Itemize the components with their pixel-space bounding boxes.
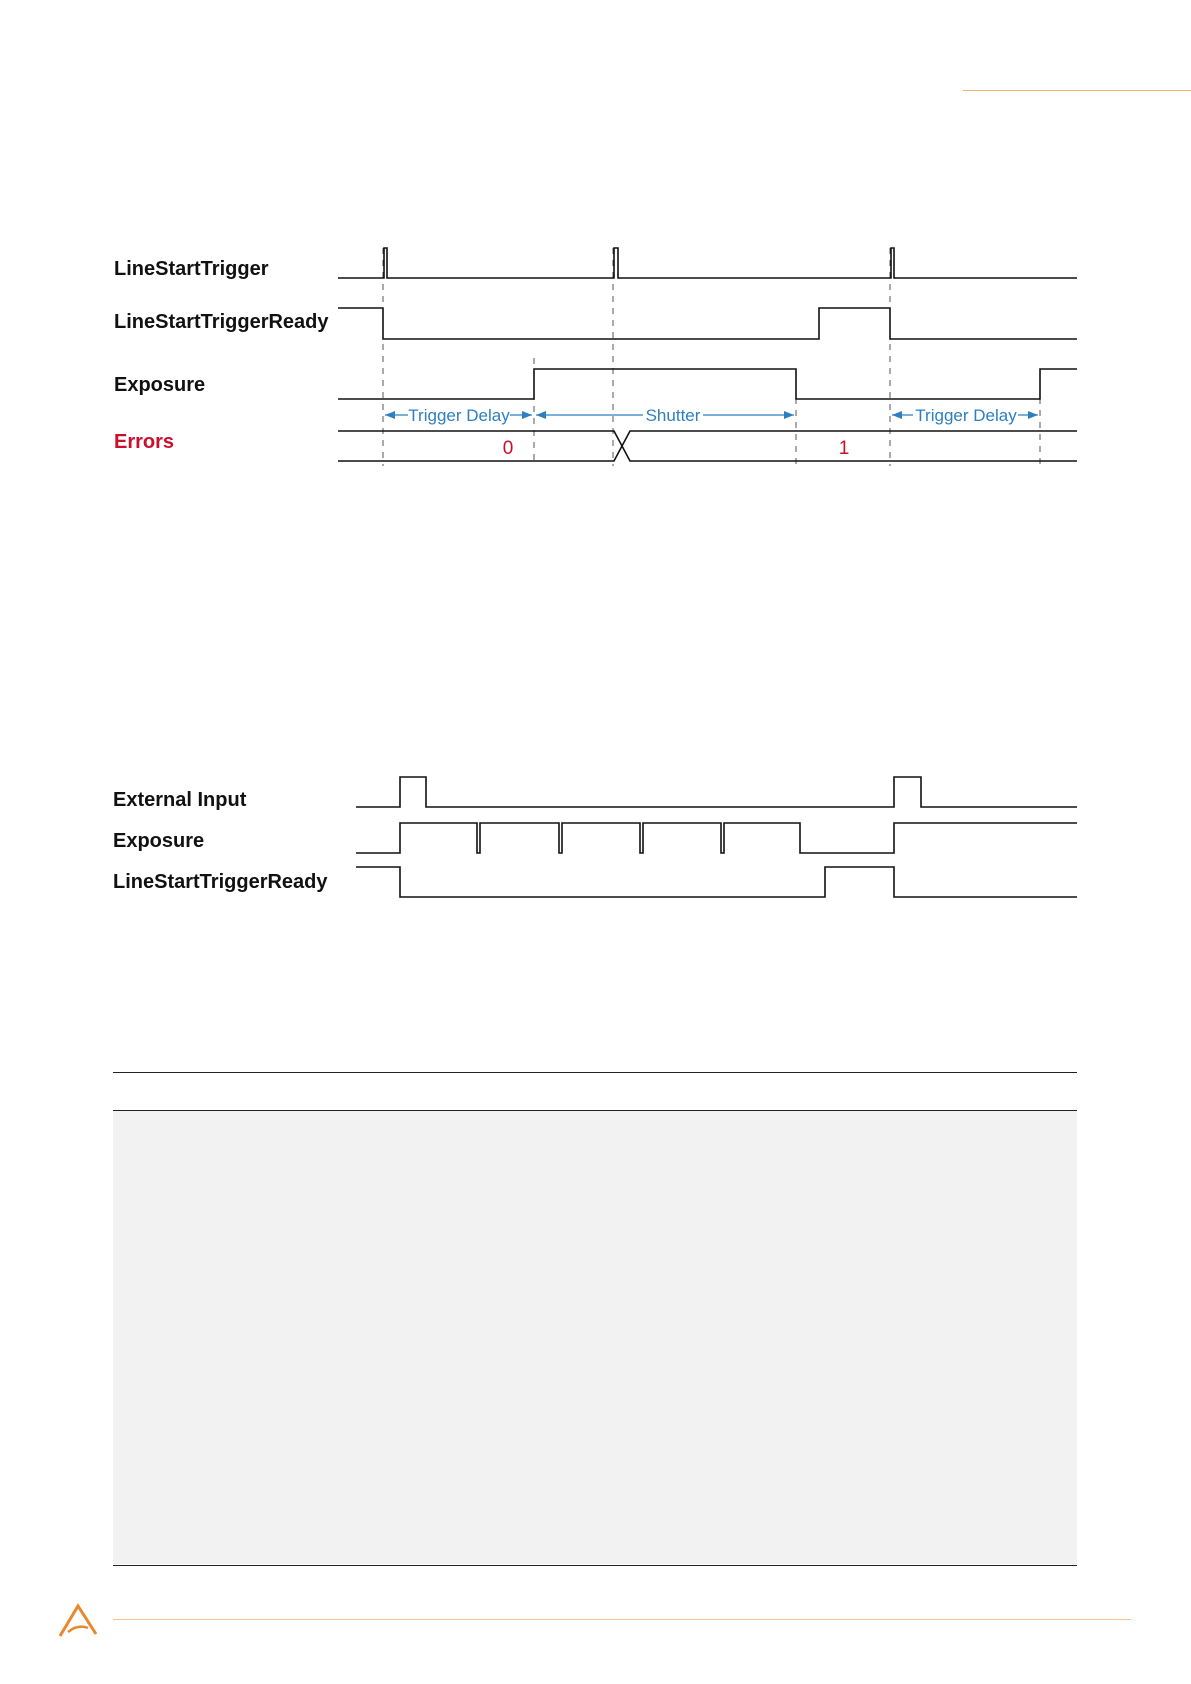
- error-value-1: 1: [838, 438, 850, 459]
- wave-line-start-trigger-ready-2: [356, 867, 1077, 897]
- trigger-delay-text-1: Trigger Delay: [408, 406, 510, 425]
- wave-line-start-trigger: [338, 248, 1077, 278]
- trigger-delay-text-2: Trigger Delay: [915, 406, 1017, 425]
- label-external-input: External Input: [113, 789, 247, 811]
- wave-exposure: [338, 369, 1077, 399]
- table-bottom-rule: [113, 1565, 1077, 1566]
- label-errors: Errors: [114, 431, 175, 453]
- label-line-start-trigger: LineStartTrigger: [114, 258, 269, 280]
- trigger-delay-arrow-2: [892, 406, 1038, 425]
- wave-external-input: [356, 777, 1077, 807]
- label-exposure: Exposure: [114, 374, 206, 396]
- label-line-start-trigger-ready: LineStartTriggerReady: [114, 311, 329, 333]
- label-exposure-2: Exposure: [113, 830, 205, 852]
- wave-exposure-2: [356, 823, 1077, 853]
- guide-lines: [383, 248, 1040, 466]
- wave-line-start-trigger-ready: [338, 308, 1077, 339]
- footer-rule: [113, 1619, 1131, 1620]
- company-logo-icon: [58, 1602, 98, 1638]
- wave-errors-top: [338, 431, 1077, 461]
- shutter-text: Shutter: [645, 406, 701, 425]
- table-top-rule: [113, 1072, 1077, 1073]
- label-line-start-trigger-ready-2: LineStartTriggerReady: [113, 871, 328, 893]
- error-value-0: 0: [502, 438, 514, 459]
- wave-errors-bottom: [338, 431, 1077, 461]
- shutter-arrow: [536, 406, 794, 425]
- trigger-delay-arrow-1: [385, 406, 532, 425]
- table-body: [113, 1111, 1077, 1564]
